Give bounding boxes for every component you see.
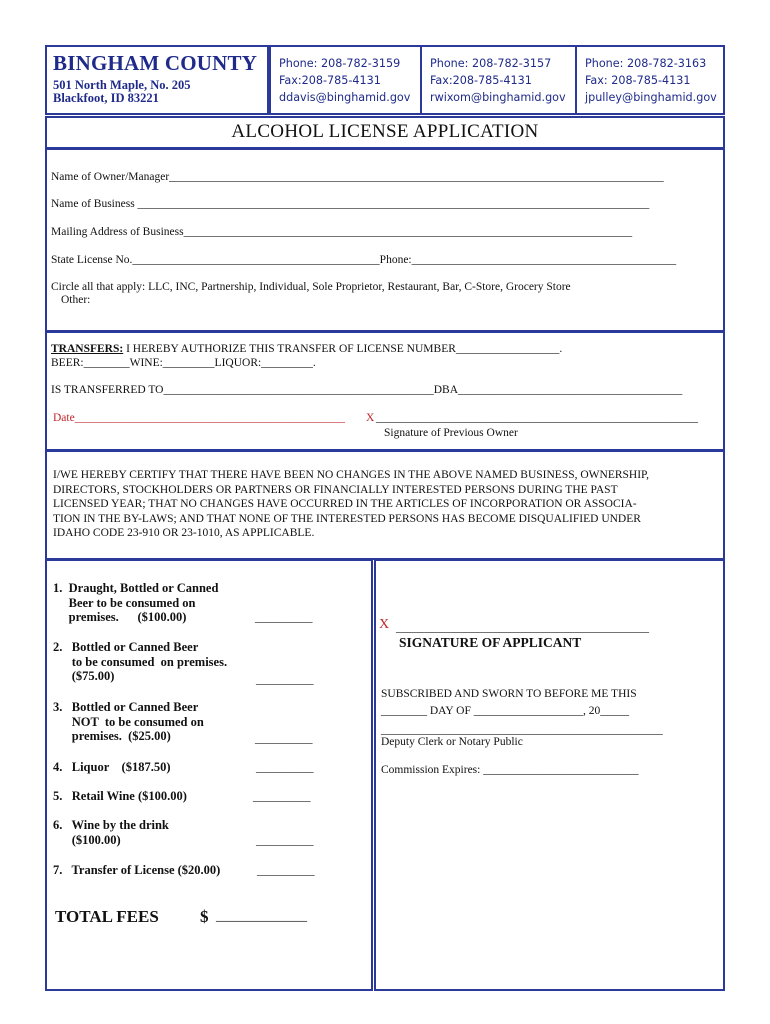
fee-item-2-line2: to be consumed on premises. bbox=[53, 654, 228, 669]
fee-item-2-line1: 2. Bottled or Canned Beer bbox=[53, 640, 199, 654]
commission-expires-field[interactable]: Commission Expires: ___________________________ bbox=[381, 764, 639, 776]
applicant-x-mark: X bbox=[379, 617, 390, 632]
certification-line1: I/WE HEREBY CERTIFY THAT THERE HAVE BEEN NO CHANGES IN THE ABOVE NAMED BUSINESS, OWNERSHIP, bbox=[53, 469, 650, 481]
certification-line5: IDAHO CODE 23-910 OR 23-1010, AS APPLICABLE. bbox=[53, 527, 315, 539]
fee-item-4: 4. Liquor ($187.50) bbox=[53, 760, 171, 774]
fee-item-3 bbox=[53, 700, 204, 744]
county-address-line1: 501 North Maple, No. 205 bbox=[53, 78, 191, 92]
transfer-to-dba-field[interactable]: IS TRANSFERRED TO_______________________________________________DBA_______________________________________ bbox=[51, 384, 683, 396]
fee-item-1-blank[interactable]: __________ bbox=[255, 612, 313, 624]
state-license-field[interactable]: State License No.___________________________________________Phone:______________________________________________ bbox=[51, 254, 677, 266]
contact-2-phone: Phone: 208-782-3157 bbox=[430, 57, 552, 70]
fee-item-1-line2: Beer to be consumed on bbox=[53, 595, 196, 610]
fee-item-6-line2: ($100.00) bbox=[53, 832, 121, 847]
business-name-field[interactable]: Name of Business _________________________________________________________________________________________ bbox=[51, 198, 650, 210]
entity-type-other[interactable]: Other: bbox=[61, 294, 91, 306]
fee-item-2-blank[interactable]: __________ bbox=[256, 674, 314, 686]
fee-item-5: 5. Retail Wine ($100.00) bbox=[53, 789, 187, 803]
transfer-beer-wine-liquor[interactable]: BEER:________WINE:_________LIQUOR:_________. bbox=[51, 357, 316, 369]
contact-3-fax: Fax: 208-785-4131 bbox=[585, 74, 691, 87]
county-name: BINGHAM COUNTY bbox=[53, 51, 258, 75]
fee-item-7: 7. Transfer of License ($20.00) bbox=[53, 863, 221, 877]
fee-item-6-blank[interactable]: __________ bbox=[256, 835, 314, 847]
fee-item-7-blank[interactable]: __________ bbox=[257, 865, 315, 877]
transfer-heading: TRANSFERS: bbox=[51, 343, 124, 355]
contact-3 bbox=[585, 55, 717, 106]
transfer-line1 bbox=[51, 343, 562, 355]
owner-name-field[interactable]: Name of Owner/Manager______________________________________________________________________________________ bbox=[51, 171, 664, 183]
mailing-address-field[interactable]: Mailing Address of Business______________________________________________________________________________ bbox=[51, 226, 633, 238]
fee-item-1 bbox=[53, 581, 218, 625]
fee-item-2 bbox=[53, 640, 227, 684]
sworn-day-field[interactable]: ________ DAY OF ___________________, 20_____ bbox=[381, 705, 630, 717]
fee-item-1-line3: premises. ($100.00) bbox=[53, 610, 187, 624]
transfer-license-number-field[interactable]: I HEREBY AUTHORIZE THIS TRANSFER OF LICENSE NUMBER__________________. bbox=[123, 343, 563, 355]
certification-text bbox=[53, 468, 649, 541]
contact-1-email[interactable]: ddavis@binghamid.gov bbox=[279, 91, 411, 104]
contact-1-phone: Phone: 208-782-3159 bbox=[279, 57, 401, 70]
fee-item-6 bbox=[53, 818, 169, 847]
applicant-signature-field[interactable]: ____________________________________________ bbox=[396, 622, 649, 634]
fee-item-6-line1: 6. Wine by the drink bbox=[53, 818, 169, 832]
total-fees-field[interactable]: _____________ bbox=[216, 909, 307, 924]
fee-item-3-line1: 3. Bottled or Canned Beer bbox=[53, 700, 199, 714]
entity-type-options[interactable]: Circle all that apply: LLC, INC, Partnership, Individual, Sole Proprietor, Restaurant, Bar, C-Store, Grocery Store bbox=[51, 281, 571, 293]
fee-item-3-line2: NOT to be consumed on bbox=[53, 714, 204, 729]
deputy-label: Deputy Clerk or Notary Public bbox=[381, 736, 523, 748]
fee-item-5-blank[interactable]: __________ bbox=[253, 791, 311, 803]
sworn-statement: SUBSCRIBED AND SWORN TO BEFORE ME THIS bbox=[381, 688, 637, 700]
contact-1-fax: Fax:208-785-4131 bbox=[279, 74, 381, 87]
county-address-line2: Blackfoot, ID 83221 bbox=[53, 91, 159, 105]
deputy-signature-field[interactable]: _________________________________________________ bbox=[381, 724, 663, 736]
applicant-signature-label: SIGNATURE OF APPLICANT bbox=[399, 635, 582, 650]
previous-owner-signature-field[interactable]: ________________________________________________________ bbox=[376, 412, 698, 424]
total-fees-label: TOTAL FEES bbox=[55, 907, 159, 926]
certification-line2: DIRECTORS, STOCKHOLDERS OR PARTNERS OR FINANCIALLY INTERESTED PERSONS DURING THE PAST bbox=[53, 483, 618, 496]
certification-line4: TION IN THE BY-LAWS; AND THAT NONE OF THE INTERESTED PERSONS HAS BECOME DISQUALIFIED UNDER bbox=[53, 512, 641, 525]
previous-owner-x-mark: X bbox=[366, 412, 375, 424]
fee-item-3-line3: premises. ($25.00) bbox=[53, 729, 171, 743]
fee-item-1-line1: 1. Draught, Bottled or Canned bbox=[53, 581, 219, 595]
contact-1 bbox=[279, 55, 410, 106]
contact-3-email[interactable]: jpulley@binghamid.gov bbox=[585, 91, 717, 104]
contact-2-fax: Fax:208-785-4131 bbox=[430, 74, 532, 87]
fee-item-3-blank[interactable]: __________ bbox=[255, 733, 313, 745]
total-fees-dollar: $ bbox=[200, 907, 209, 926]
fee-item-2-line3: ($75.00) bbox=[53, 669, 115, 683]
fee-item-4-blank[interactable]: __________ bbox=[256, 762, 314, 774]
contact-2 bbox=[430, 55, 566, 106]
contact-3-phone: Phone: 208-782-3163 bbox=[585, 57, 707, 70]
form-title: ALCOHOL LICENSE APPLICATION bbox=[231, 121, 539, 142]
previous-owner-signature-caption: Signature of Previous Owner bbox=[384, 427, 518, 439]
certification-line3: LICENSED YEAR; THAT NO CHANGES HAVE OCCURRED IN THE ARTICLES OF INCORPORATION OR ASSOCIA- bbox=[53, 498, 637, 510]
contact-2-email[interactable]: rwixom@binghamid.gov bbox=[430, 91, 566, 104]
transfer-date-field[interactable]: Date_______________________________________________ bbox=[53, 412, 345, 424]
